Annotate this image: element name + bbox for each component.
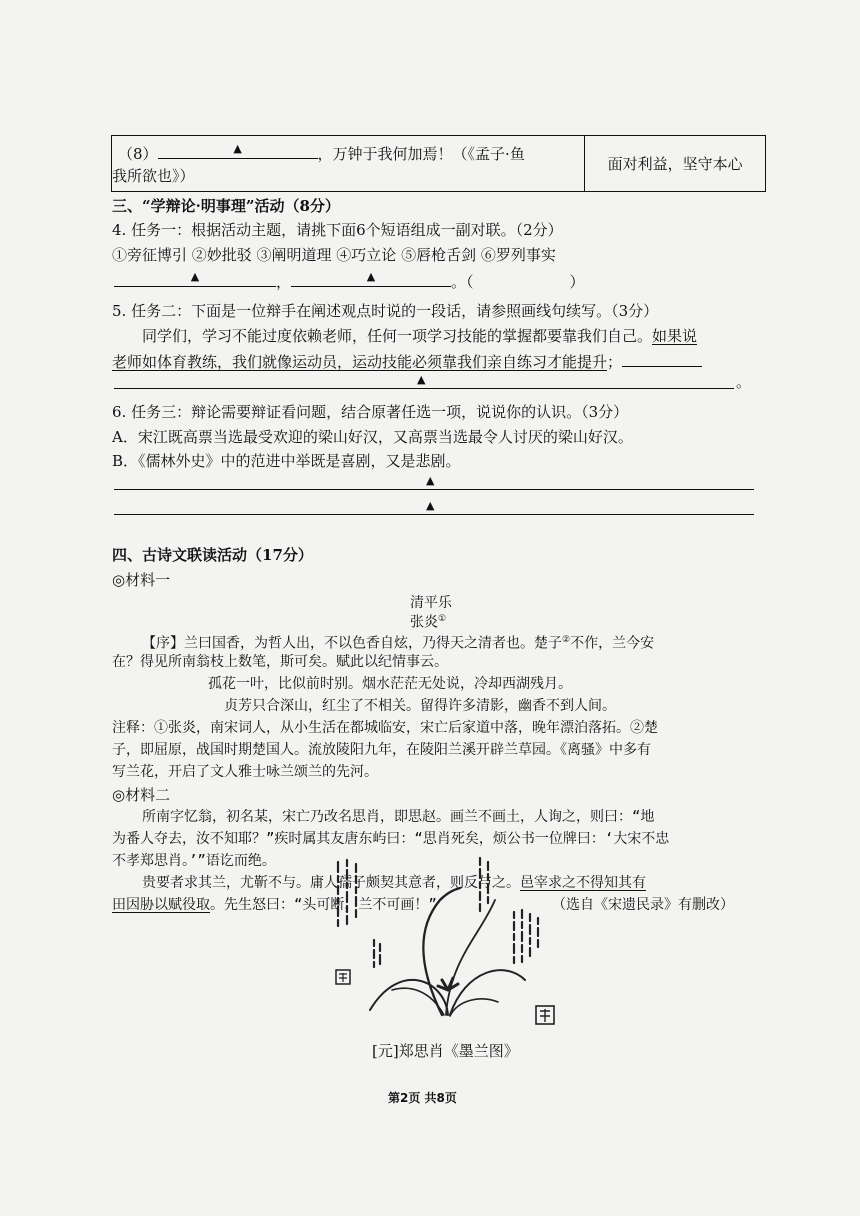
question-6: 6. 任务三：辩论需要辩证看问题，结合原著任选一项，说说你的认识。（3分） xyxy=(112,403,629,421)
q5-text: 同学们，学习不能过度依赖老师，任何一项学习技能的掌握都要靠我们自己。 xyxy=(142,327,653,345)
page-footer: 第2页 共8页 xyxy=(388,1091,457,1105)
q5-blank-start[interactable] xyxy=(622,350,702,367)
q6-answer-line-2[interactable] xyxy=(114,498,756,516)
poem-title: 清平乐 xyxy=(410,595,452,611)
m2-source: （选自《宋遗民录》有删改） xyxy=(552,897,734,913)
question-5: 5. 任务二：下面是一位辩手在阐述观点时说的一段话，请参照画线句续写。（3分） xyxy=(112,302,659,320)
phrase-options: ①旁征博引 ②妙批驳 ③阐明道理 ④巧立论 ⑤唇枪舌剑 ⑥罗列事实 xyxy=(112,246,556,264)
m2-line-2: 为番人夺去，汝不知耶？”疾时属其友唐东屿曰：“思肖死矣，烦公书一位牌曰：‘大宋不忠 xyxy=(112,831,670,847)
table-cell-theme: 面对利益，坚守本心 xyxy=(585,136,766,192)
blank-marker-icon: ▲ xyxy=(417,373,426,386)
answer-blank-8[interactable] xyxy=(158,142,318,159)
q5-period: 。 xyxy=(736,373,752,391)
couplet-blank-1[interactable] xyxy=(114,270,276,287)
blank-marker-icon: ▲ xyxy=(233,142,242,155)
footnote-mark: ② xyxy=(562,635,571,645)
blank-marker-icon: ▲ xyxy=(190,270,200,283)
m2-text-end: 。先生怒曰：“头可断，兰不可画！” xyxy=(210,897,437,913)
quote-text-line2: 我所欲也》） xyxy=(112,167,195,185)
couplet-blank-2[interactable] xyxy=(291,270,451,287)
q6-answer-line-1[interactable] xyxy=(114,473,756,491)
section-4-title: 四、古诗文联读活动（17分） xyxy=(112,546,313,564)
author-name: 张炎 xyxy=(410,614,438,631)
m2-underlined-sentence-end: 田因胁以赋役取 xyxy=(112,897,210,913)
blank-marker-icon: ▲ xyxy=(426,474,435,487)
blank-marker-icon: ▲ xyxy=(426,499,435,512)
ink-orchid-painting xyxy=(330,840,560,1030)
q6-option-b: B．《儒林外史》中的范进中举既是喜剧，又是悲剧。 xyxy=(112,452,461,470)
q5-underlined-start: 如果说 xyxy=(652,327,698,345)
comma: ， xyxy=(276,273,292,291)
preface-line-1 xyxy=(142,630,654,654)
couplet-end: 。（ xyxy=(451,273,474,291)
material-2-label: ◎材料二 xyxy=(112,786,171,804)
q5-semicolon: ； xyxy=(607,353,623,371)
m2-line-3: 不孝郑思肖。’”语讫而绝。 xyxy=(112,853,276,869)
paren-close: ） xyxy=(569,273,585,291)
item-number: （8） xyxy=(118,145,158,163)
quote-text: ，万钟于我何加焉！（《孟子·鱼 xyxy=(317,145,525,163)
question-4: 4. 任务一：根据活动主题，请挑下面6个短语组成一副对联。（2分） xyxy=(112,221,563,239)
note-line-2: 子，即屈原，战国时期楚国人。流放陵阳九年，在陵阳兰溪开辟兰草园。《离骚》中多有 xyxy=(112,742,651,758)
material-1-label: ◎材料一 xyxy=(112,571,171,589)
q5-underlined-sentence: 老师如体育教练，我们就像运动员，运动技能必须靠我们亲自练习才能提升 xyxy=(112,353,608,371)
poem-line-2: 贞芳只合深山，红尘了不相关。留得许多清影，幽香不到人间。 xyxy=(224,698,616,714)
answer-table xyxy=(111,135,766,192)
note-line-1: 注释：①张炎，南宋词人，从小生活在都城临安，宋亡后家道中落，晚年漂泊落拓。②楚 xyxy=(112,720,658,736)
q5-passage-line1 xyxy=(142,325,697,347)
preface-line-2: 在？得见所南翁枝上数笔，斯可矣。赋此以纪情事云。 xyxy=(112,654,448,670)
m2-line-1: 所南字忆翁，初名某，宋亡乃改名思肖，即思赵。画兰不画土，人询之，则曰：“地 xyxy=(142,809,655,825)
painting-caption: [元]郑思肖《墨兰图》 xyxy=(372,1042,519,1060)
preface-text: 【序】兰曰国香，为哲人出，不以色香自炫，乃得天之清者也。楚子 xyxy=(142,635,562,652)
table-cell-quote xyxy=(112,136,585,192)
section-3-title: 三、“学辩论·明事理”活动（8分） xyxy=(112,197,340,215)
q6-option-a: A．宋江既高票当选最受欢迎的梁山好汉，又高票当选最令人讨厌的梁山好汉。 xyxy=(112,428,633,446)
couplet-answer xyxy=(114,270,585,293)
m2-underlined-sentence: 邑宰求之不得知其有 xyxy=(520,875,646,891)
q5-passage-line2 xyxy=(112,350,702,373)
blank-marker-icon: ▲ xyxy=(366,270,376,283)
note-line-3: 写兰花，开启了文人雅士咏兰颂兰的先河。 xyxy=(112,764,378,780)
poem-line-1: 孤花一叶，比似前时别。烟水茫茫无处说，冷却西湖残月。 xyxy=(208,676,572,692)
author-footnote-mark: ① xyxy=(438,614,447,624)
m2-text: 贵要者求其兰，尤靳不与。庸人孺子颇契其意者，则反与之。 xyxy=(142,875,520,891)
preface-text-cont: 不作，兰今安 xyxy=(570,635,655,652)
q5-answer-line[interactable] xyxy=(114,372,736,390)
